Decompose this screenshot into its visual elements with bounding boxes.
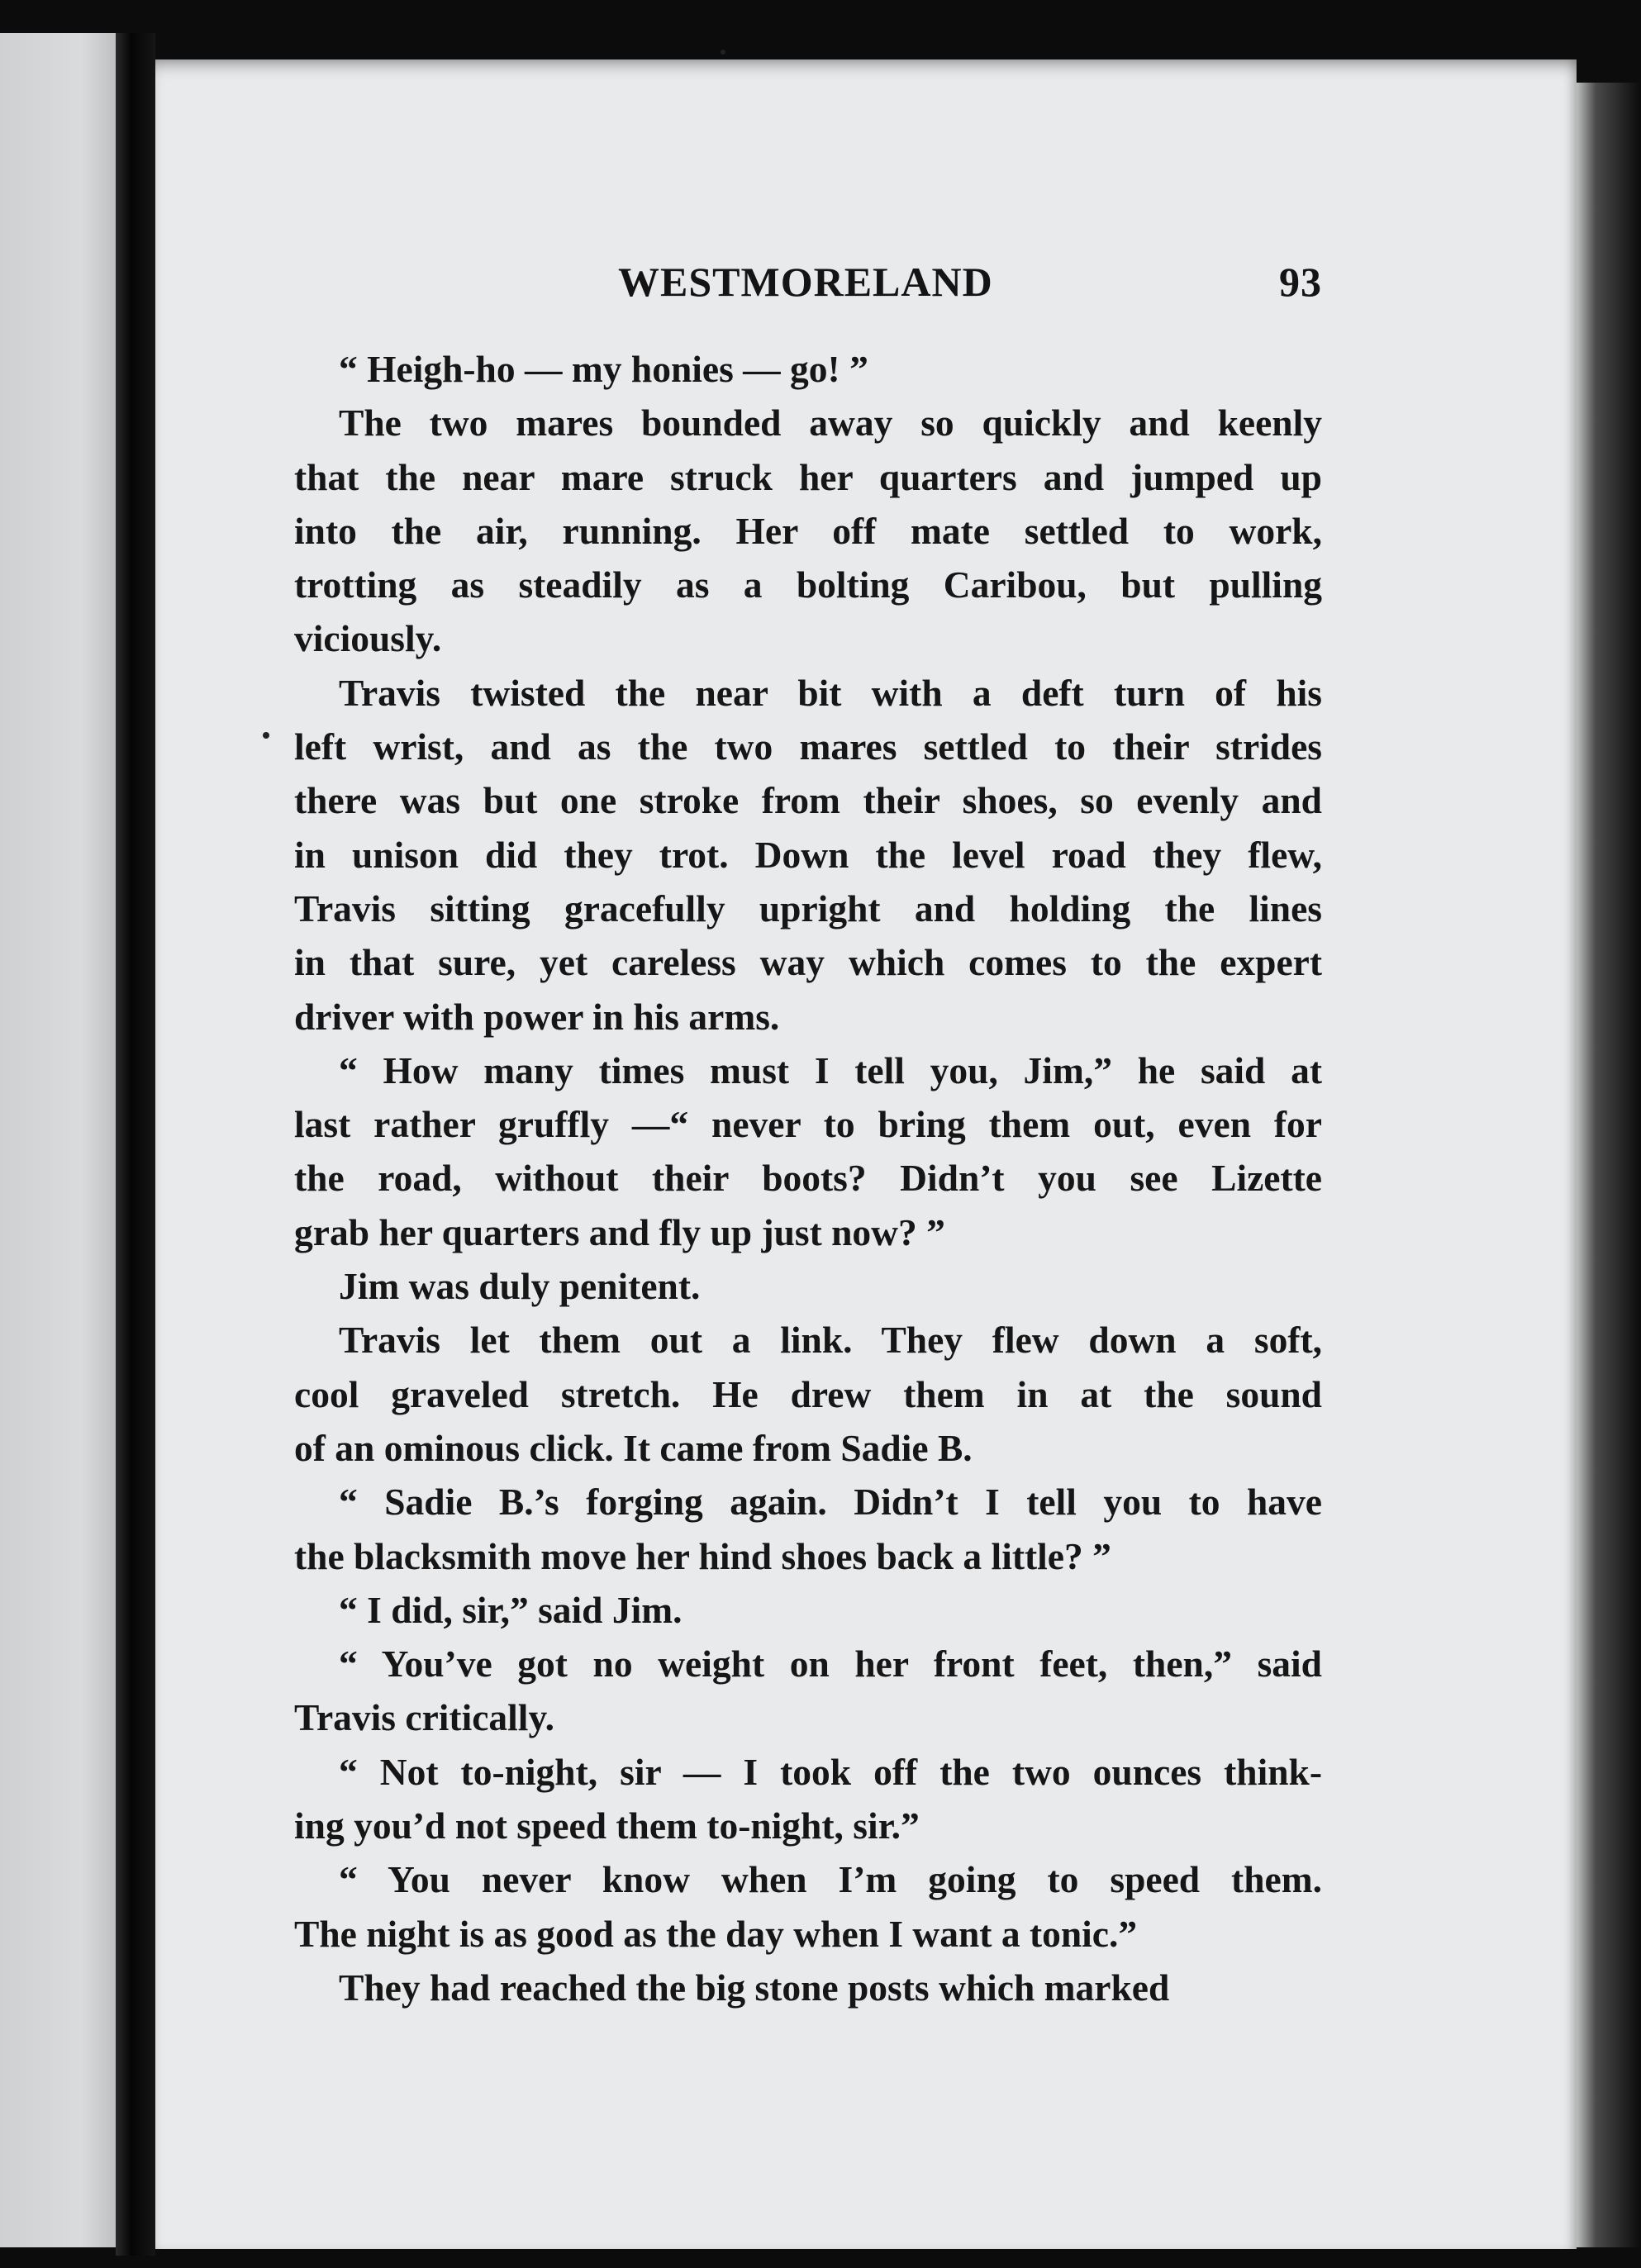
text-line: trotting as steadily as a bolting Caribou, but pulling	[294, 563, 1322, 606]
scan-speck	[721, 50, 725, 55]
scan-speck	[263, 732, 269, 739]
text-line: They had reached the big stone posts which marked	[339, 1966, 1170, 2009]
text-line: grab her quarters and fly up just now? ”	[294, 1210, 945, 1253]
text-line: Jim was duly penitent.	[339, 1265, 701, 1308]
text-line: viciously.	[294, 617, 442, 660]
text-line: cool graveled stretch. He drew them in at the sound	[294, 1372, 1322, 1415]
text-line: into the air, running. Her off mate settled to work,	[294, 509, 1322, 552]
text-line: “ You’ve got no weight on her front feet, then,” said	[339, 1643, 1322, 1686]
page-header	[463, 258, 1322, 307]
text-line: “ I did, sir,” said Jim.	[339, 1588, 683, 1631]
text-line: of an ominous click. It came from Sadie B.	[294, 1426, 973, 1469]
text-line: last rather gruffly —“ never to bring them out, even for	[294, 1103, 1322, 1146]
text-line: “ Heigh-ho — my honies — go! ”	[339, 348, 868, 390]
text-line: “ Not to-night, sir — I took off the two ounces think-	[339, 1750, 1322, 1793]
text-line: “ How many times must I tell you, Jim,” he said at	[339, 1048, 1322, 1091]
text-line: there was but one stroke from their shoes, so evenly and	[294, 779, 1322, 822]
text-line: The two mares bounded away so quickly and keenly	[339, 402, 1322, 445]
text-line: driver with power in his arms.	[294, 995, 780, 1038]
running-head: WESTMORELAND	[618, 259, 993, 305]
text-line: Travis sitting gracefully upright and holding the lines	[294, 887, 1322, 930]
text-line: the blacksmith move her hind shoes back a little? ”	[294, 1534, 1111, 1577]
book-gutter	[116, 33, 155, 2256]
page-body	[294, 342, 1322, 2014]
page-number: 93	[1279, 259, 1322, 305]
text-line: ing you’d not speed them to-night, sir.”	[294, 1804, 920, 1847]
text-line: left wrist, and as the two mares settled to their strides	[294, 725, 1322, 768]
text-line: Travis critically.	[294, 1696, 555, 1739]
text-line: Travis twisted the near bit with a deft turn of his	[339, 671, 1322, 714]
text-line: “ Sadie B.’s forging again. Didn’t I tell you to have	[339, 1481, 1322, 1524]
text-line: The night is as good as the day when I want a tonic.”	[294, 1912, 1138, 1955]
text-line: in that sure, yet careless way which comes to the expert	[294, 941, 1322, 984]
text-line: in unison did they trot. Down the level road they flew,	[294, 833, 1322, 876]
left-page-edge	[0, 33, 116, 2247]
text-line: “ You never know when I’m going to speed them.	[339, 1858, 1322, 1901]
text-line: Travis let them out a link. They flew down a soft,	[339, 1319, 1322, 1362]
text-line: that the near mare struck her quarters and jumped up	[294, 455, 1322, 498]
text-line: the road, without their boots? Didn’t you see Lizette	[294, 1157, 1322, 1200]
right-page-edge	[1577, 83, 1641, 2247]
